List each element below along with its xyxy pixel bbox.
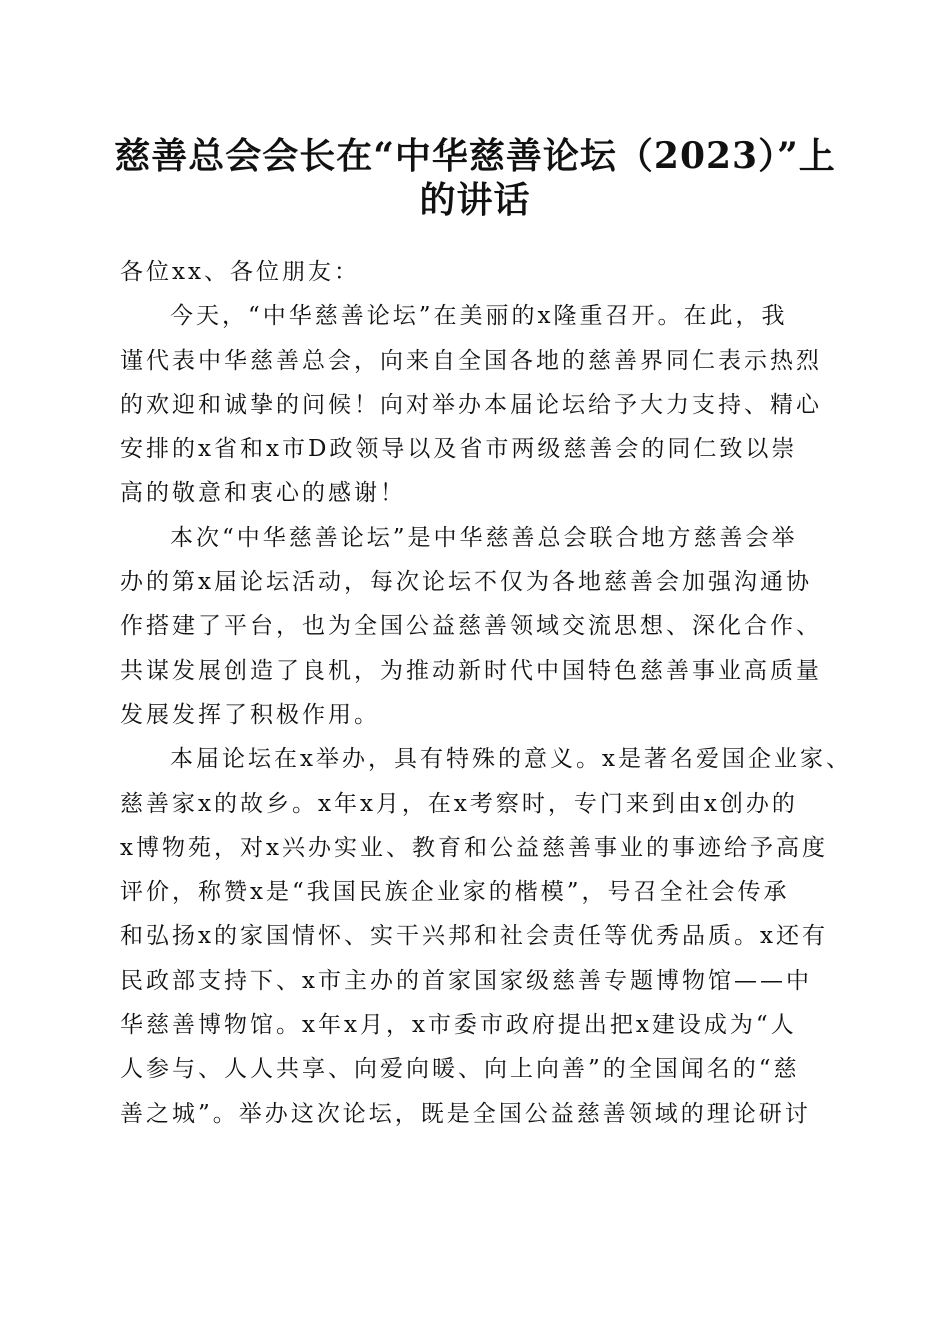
paragraph-2 [120, 516, 840, 737]
speech-body [120, 250, 852, 1136]
paragraph-line: 办的第x届论坛活动，每次论坛不仅为各地慈善会加强沟通协 [120, 569, 812, 596]
paragraph-line: 人参与、人人共享、向爱向暖、向上向善”的全国闻名的“慈 [120, 1056, 800, 1083]
title-line-1: 慈善总会会长在“中华慈善论坛（2023）”上 [114, 135, 836, 177]
title-line-2: 的讲话 [419, 179, 531, 222]
paragraph-line: 安排的x省和x市D政领导以及省市两级慈善会的同仁致以崇 [120, 436, 798, 463]
paragraph-line: 发展发挥了积极作用。 [120, 701, 380, 728]
page-title [110, 130, 840, 222]
paragraph-line: 本次“中华慈善论坛”是中华慈善总会联合地方慈善会举 [170, 524, 798, 551]
paragraph-line: 慈善家x的故乡。x年x月，在x考察时，专门来到由x创办的 [120, 790, 798, 817]
paragraph-line: 的欢迎和诚挚的问候！向对举办本届论坛给予大力支持、精心 [120, 391, 822, 418]
paragraph-line: 共谋发展创造了良机，为推动新时代中国特色慈善事业高质量 [120, 657, 822, 684]
paragraph-3 [120, 737, 852, 1136]
paragraph-line: 高的敬意和衷心的感谢！ [120, 480, 406, 507]
paragraph-line: 今天，“中华慈善论坛”在美丽的x隆重召开。在此，我 [170, 303, 788, 330]
paragraph-line: 评价，称赞x是“我国民族企业家的楷模”，号召全社会传承 [120, 879, 790, 906]
paragraph-line: 善之城”。举办这次论坛，既是全国公益慈善领域的理论研讨 [120, 1100, 811, 1127]
paragraph-line: 民政部支持下、x市主办的首家国家级慈善专题博物馆——中 [120, 967, 812, 994]
paragraph-line: 和弘扬x的家国情怀、实干兴邦和社会责任等优秀品质。x还有 [120, 923, 828, 950]
paragraph-1 [120, 294, 840, 515]
salutation: 各位xx、各位朋友： [120, 259, 360, 285]
paragraph-line: 谨代表中华慈善总会，向来自全国各地的慈善界同仁表示热烈 [120, 347, 822, 374]
paragraph-line: 作搭建了平台，也为全国公益慈善领域交流思想、深化合作、 [120, 613, 822, 640]
paragraph-line: x博物苑，对x兴办实业、教育和公益慈善事业的事迹给予高度 [120, 834, 828, 861]
paragraph-line: 本届论坛在x举办，具有特殊的意义。x是著名爱国企业家、 [170, 746, 852, 773]
paragraph-line: 华慈善博物馆。x年x月，x市委市政府提出把x建设成为“人 [120, 1012, 797, 1039]
